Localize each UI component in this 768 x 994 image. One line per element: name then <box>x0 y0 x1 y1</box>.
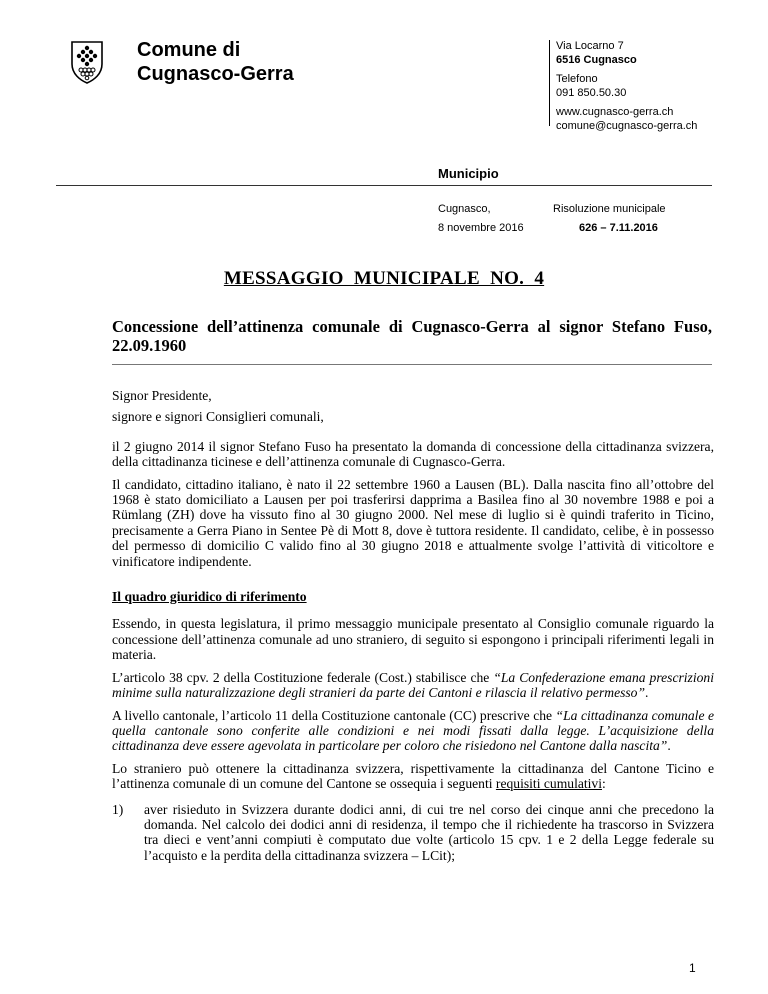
commune-name-line2: Cugnasco-Gerra <box>137 63 294 85</box>
commune-name <box>137 38 294 86</box>
resolution-number: 626 – 7.11.2016 <box>579 222 658 234</box>
paragraph-6: Lo straniero può ottenere la cittadinanza svizzera, rispettivamente la cittadinanza del Cantone Ticino e l’attinenza comunale di un comune del Cantone se ossequia i seguenti requisiti cumulativi: <box>112 760 714 792</box>
list-item <box>112 802 714 864</box>
header-divider <box>56 185 712 186</box>
paragraph-3: Essendo, in questa legislatura, il primo messaggio municipale presentato al Consiglio comunale riguardo la concessione dell’attinenza comunale ad uno straniero, di seguito si espongono i principali riferimenti legali in materia. <box>112 616 714 663</box>
section-heading: Il quadro giuridico di riferimento <box>112 589 307 605</box>
place: Cugnasco, <box>438 203 491 215</box>
address-block <box>549 40 698 132</box>
page-number: 1 <box>689 961 696 975</box>
email-link[interactable]: comune@cugnasco-gerra.ch <box>556 119 698 132</box>
document-date <box>438 200 524 238</box>
paragraph-5: A livello cantonale, l’articolo 11 della Costituzione cantonale (CC) prescrive che “La cittadinanza comunale e quella cantonale sono conferite alle condizioni e nei modi fissati dalla legge. L’acquisizione della cittadinanza deve essere agevolata in particolare per coloro che risiedono nel Cantone dalla nascita”. <box>112 707 714 754</box>
list-item-text: aver risieduto in Svizzera durante dodici anni, di cui tre nel corso dei cinque anni che precedono la domanda. Nel calcolo dei dodici anni di residenza, il tempo che il richiedente ha trascorso in Svizzera tra dieci e vent’anni compiuti è computato due volte (articolo 15 cpv. 1 e 2 della Legge federale su l’acquisto e la perdita della cittadinanza svizzera – LCit); <box>144 801 714 863</box>
resolution-label: Risoluzione municipale <box>553 203 666 215</box>
municipio-label: Municipio <box>438 166 499 181</box>
salutation-president: Signor Presidente, <box>112 388 212 403</box>
document-subject: Concessione dell’attinenza comunale di Cugnasco-Gerra al signor Stefano Fuso, 22.09.1960 <box>112 317 712 355</box>
phone-number: 091 850.50.30 <box>556 86 627 99</box>
paragraph-1: il 2 giugno 2014 il signor Stefano Fuso ha presentato la domanda di concessione della cittadinanza svizzera, della cittadinanza ticinese e dell’attinenza comunale di Cugnasco-Gerra. <box>112 438 714 470</box>
date: 8 novembre 2016 <box>438 222 524 234</box>
list-item-number: 1) <box>112 801 124 817</box>
subject-divider <box>112 364 712 365</box>
salutation-councillors: signore e signori Consiglieri comunali, <box>112 409 324 425</box>
paragraph-2: Il candidato, cittadino italiano, è nato il 22 settembre 1960 a Lausen (BL). Dalla nascita fino all’ottobre del 1968 è stato domiciliato a Lausen per poi trasferirsi dapprima a Basilea fino al 30 novembre 1988 e poi a Rümlang (ZH) dove ha vissuto fino al 30 giugno 2000. Nel mese di luglio si è quindi traferito in Ticino, precisamente a Gerra Piano in Sentee Pè di Mott 8, dove è tuttora residente. Il candidato, celibe, è in possesso del permesso di domicilio C valido fino al 30 giugno 2018 e attualmente svolge l’attività di viticoltore e vinificatore indipendente. <box>112 476 714 569</box>
resolution-info <box>553 200 666 238</box>
address-city: 6516 Cugnasco <box>556 53 637 66</box>
address-street: Via Locarno 7 <box>556 40 624 52</box>
document-body <box>112 388 714 863</box>
phone-label: Telefono <box>556 73 598 85</box>
website-link[interactable]: www.cugnasco-gerra.ch <box>556 106 674 118</box>
commune-crest-icon <box>70 40 104 84</box>
paragraph-4: L’articolo 38 cpv. 2 della Costituzione federale (Cost.) stabilisce che “La Confederazione emana prescrizioni minime sulla naturalizzazione degli stranieri da parte dei Cantoni e rilascia il relativo permesso”. <box>112 669 714 701</box>
commune-name-line1: Comune di <box>137 39 241 61</box>
page-title: MESSAGGIO MUNICIPALE NO. 4 <box>223 268 545 289</box>
